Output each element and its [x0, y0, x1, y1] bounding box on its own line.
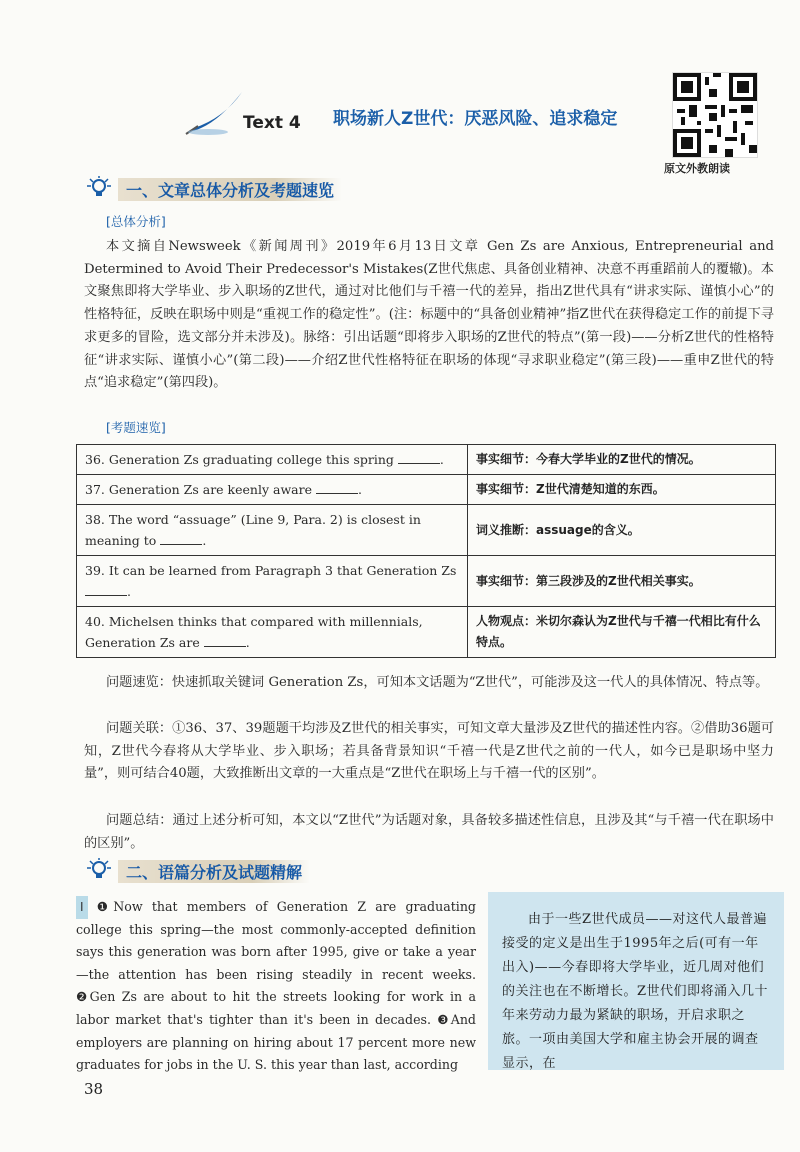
table-row: [77, 556, 776, 607]
answer-type-cell: 人物观点：米切尔森认为Z世代与千禧一代相比有什么特点。: [468, 607, 776, 658]
answer-type-cell: 事实细节：今春大学毕业的Z世代的情况。: [468, 445, 776, 475]
section-title: 一、文章总体分析及考题速览: [118, 178, 342, 201]
page-number: 38: [84, 1080, 104, 1098]
question-cell: 40. Michelsen thinks that compared with millennials, Generation Zs are .: [77, 607, 468, 658]
answer-type-cell: 事实细节：Z世代清楚知道的东西。: [468, 475, 776, 505]
overall-analysis-text: 本文摘自Newsweek《新闻周刊》2019年6月13日文章 Gen Zs are Anxious, Entrepreneurial and Determined to Avoid Their Predecessor's Mistakes(Z世代焦虑、具备创业精神、决意不再重蹈前人的覆辙)。本文聚焦即将大学毕业、步入职场的Z世代，通过对比他们与千禧一代的差异，指出Z世代具有“讲求实际、谨慎小心”的性格特征，反映在职场中则是“重视工作的稳定性”。(注：标题中的“具备创业精神”指Z世代在获得稳定工作的前提下寻求更多的冒险，选文部分并未涉及)。脉络：引出话题“即将步入职场的Z世代的特点”(第一段)——分析Z世代的性格特征“讲求实际、谨慎小心”(第二段)——介绍Z世代性格特征在职场的体现“寻求职业稳定”(第三段)——重申Z世代的特点“追求稳定”(第四段)。: [84, 239, 774, 391]
section-title: 二、语篇分析及试题精解: [118, 860, 310, 883]
section-heading-analysis: [84, 176, 504, 200]
question-cell: 37. Generation Zs are keenly aware .: [77, 475, 468, 505]
translation-box: [488, 892, 784, 1070]
question-table: [76, 444, 776, 658]
answer-type-cell: 词义推断：assuage的含义。: [468, 505, 776, 556]
translation-text: 由于一些Z世代成员——对这代人最普遍接受的定义是出生于1995年之后(可有一年出入)——今春即将大学毕业，近几周对他们的关注也在不断增长。Z世代们即将涌入几十年来劳动力最为紧缺的职场，开启求职之旅。一项由美国大学和雇主协会开展的调查显示，在: [502, 912, 769, 1071]
text-label: Text 4: [243, 113, 301, 133]
lightbulb-icon: [84, 858, 114, 882]
table-row: [77, 475, 776, 505]
note-question-preview: 问题速览：快速抓取关键词 Generation Zs，可知本文话题为“Z世代”，可能涉及这一代人的具体情况、特点等。: [106, 675, 769, 690]
page-title: 职场新人Z世代：厌恶风险、追求稳定: [333, 109, 618, 129]
note-question-summary: 问题总结：通过上述分析可知，本文以“Z世代”为话题对象，具备较多描述性信息，且涉及其“与千禧一代在职场中的区别”。: [84, 813, 774, 851]
overall-analysis-label: [总体分析]: [106, 214, 166, 229]
note-question-relation: 问题关联：①36、37、39题题干均涉及Z世代的相关事实，可知文章大量涉及Z世代的描述性内容。②借助36题可知，Z世代今春将从大学毕业、步入职场；若具备背景知识“千禧一代是Z世代之前的一代人，如今已是职场中坚力量”，则可结合40题，大致推断出文章的一大重点是“Z世代在职场上与千禧一代的区别”。: [84, 721, 774, 782]
table-row: [77, 445, 776, 475]
quill-pen-icon: [184, 88, 246, 138]
table-row: [77, 505, 776, 556]
section-heading-discourse: [84, 858, 504, 882]
question-cell: 39. It can be learned from Paragraph 3 that Generation Zs .: [77, 556, 468, 607]
question-preview-label: [考题速览]: [106, 420, 166, 435]
lightbulb-icon: [84, 176, 114, 200]
paragraph-marker: I: [76, 896, 88, 919]
question-cell: 38. The word “assuage” (Line 9, Para. 2) is closest in meaning to .: [77, 505, 468, 556]
table-row: [77, 607, 776, 658]
qr-code-icon[interactable]: [672, 72, 758, 158]
question-cell: 36. Generation Zs graduating college this spring .: [77, 445, 468, 475]
qr-caption: 原文外教朗读: [664, 162, 730, 175]
answer-type-cell: 事实细节：第三段涉及的Z世代相关事实。: [468, 556, 776, 607]
english-passage: I ❶Now that members of Generation Z are graduating college this spring—the most commonly-accepted definition says this generation was born after 1995, give or take a year—the attention has been rising steadily in recent weeks. ❷Gen Zs are about to hit the streets looking for work in a labor market that's tighter than it's been in decades. ❸And employers are planning on hiring about 17 percent more new graduates for jobs in the U. S. this year than last, according: [76, 896, 476, 1077]
